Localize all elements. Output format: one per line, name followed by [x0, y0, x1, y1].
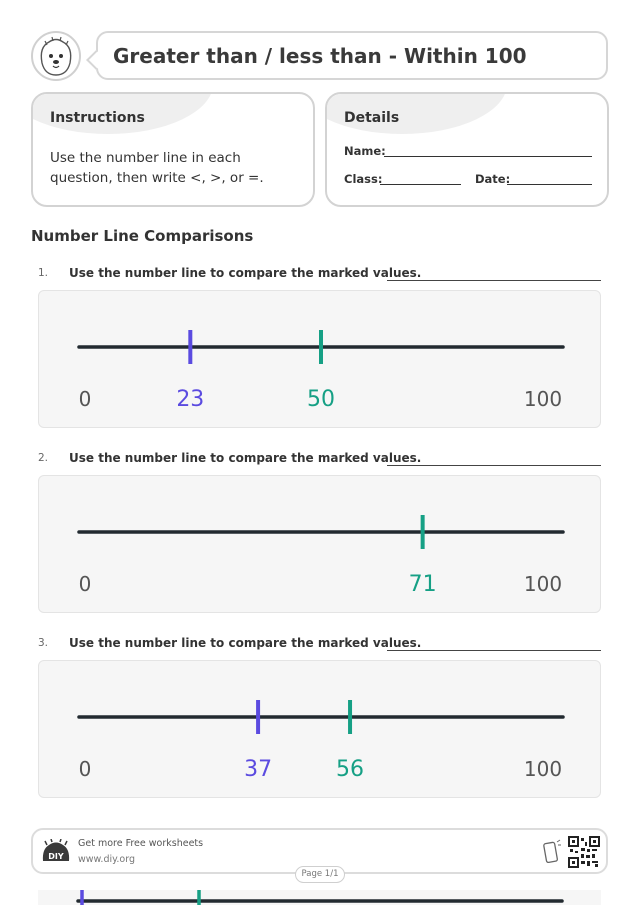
- marker-label-71: 71: [408, 572, 437, 597]
- section-title: Number Line Comparisons: [31, 227, 254, 245]
- date-field[interactable]: [507, 184, 592, 185]
- max-label: 100: [523, 757, 563, 781]
- instructions-title: Instructions: [50, 110, 145, 126]
- number-line-panel: [38, 660, 601, 798]
- max-label: 100: [523, 387, 563, 411]
- details-card: [325, 92, 609, 207]
- footer-promo: Get more Free worksheets: [78, 838, 204, 849]
- diy-logo-icon: [41, 839, 71, 865]
- answer-line[interactable]: [387, 465, 601, 466]
- number-line-svg: [39, 661, 602, 799]
- qr-code-icon[interactable]: [568, 836, 600, 868]
- answer-line[interactable]: [387, 650, 601, 651]
- class-field[interactable]: [380, 184, 461, 185]
- name-label: Name:: [344, 144, 386, 158]
- marker-label-50: 50: [307, 387, 335, 412]
- name-field[interactable]: [384, 156, 592, 157]
- number-line-panel: [38, 290, 601, 428]
- title-box: [96, 31, 608, 80]
- min-label: 0: [78, 757, 92, 781]
- number-line-svg: [39, 476, 602, 614]
- logo-text: DIY: [48, 852, 64, 861]
- question-prompt: Use the number line to compare the marked values.: [69, 266, 422, 280]
- marker-label-56: 56: [336, 757, 365, 782]
- instructions-text: Use the number line in each question, then write <, >, or =.: [50, 150, 264, 186]
- question-number: 2.: [38, 452, 49, 464]
- class-label: Class:: [344, 172, 383, 186]
- next-panel-preview: [38, 890, 601, 905]
- instructions-card: [31, 92, 315, 207]
- marker-label-37: 37: [244, 757, 273, 782]
- phone-icon: [542, 839, 562, 865]
- question-prompt: Use the number line to compare the marked values.: [69, 451, 422, 465]
- min-label: 0: [78, 387, 92, 411]
- date-label: Date:: [475, 172, 511, 186]
- footer-site[interactable]: www.diy.org: [78, 854, 135, 865]
- number-line-svg: [39, 291, 602, 429]
- mascot-icon: [33, 33, 79, 79]
- answer-line[interactable]: [387, 280, 601, 281]
- page-indicator: Page 1/1: [295, 866, 345, 883]
- question-number: 3.: [38, 637, 49, 649]
- number-line-preview-svg: [38, 890, 601, 905]
- mascot-avatar: [31, 31, 81, 81]
- min-label: 0: [78, 572, 92, 596]
- question-prompt: Use the number line to compare the marked values.: [69, 636, 422, 650]
- question-number: 1.: [38, 267, 49, 279]
- details-title: Details: [344, 110, 400, 126]
- marker-label-23: 23: [176, 387, 205, 412]
- page-title: Greater than / less than - Within 100: [113, 44, 527, 68]
- max-label: 100: [523, 572, 563, 596]
- number-line-panel: [38, 475, 601, 613]
